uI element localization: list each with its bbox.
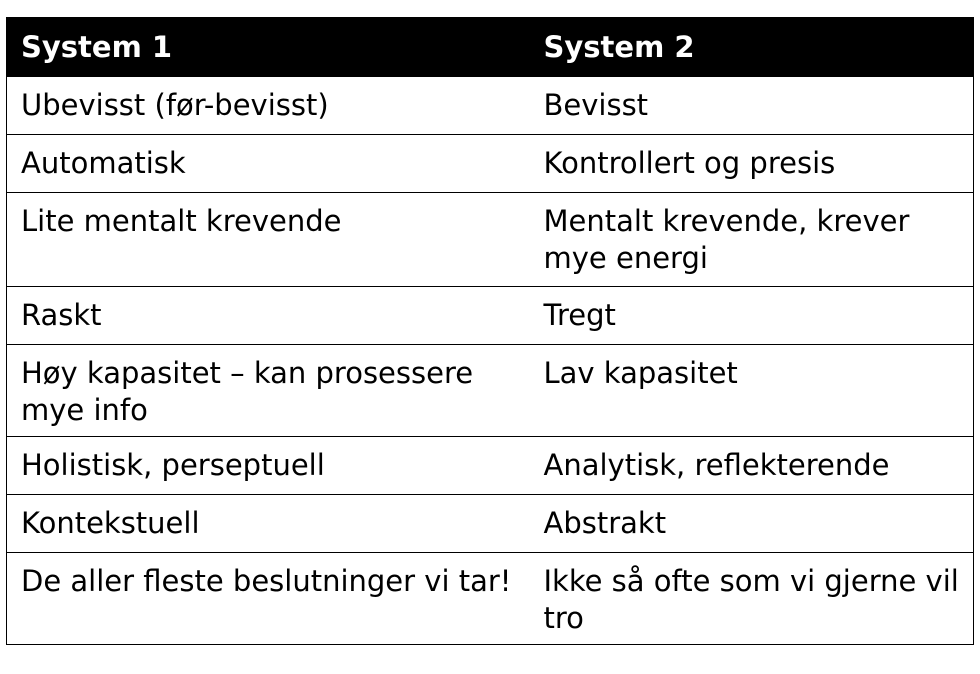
table-row — [7, 135, 974, 193]
system-2-cell: Mentalt krevende, krever mye energi — [530, 193, 974, 287]
system-1-cell: Automatisk — [7, 135, 530, 193]
system-2-cell: Ikke så ofte som vi gjerne vil tro — [530, 553, 974, 645]
table-row — [7, 345, 974, 437]
system-1-cell: De aller fleste beslutninger vi tar! — [7, 553, 530, 645]
header-row — [7, 18, 974, 77]
column-header-system-1: System 1 — [7, 18, 530, 77]
system-2-cell: Tregt — [530, 287, 974, 345]
system-2-cell: Lav kapasitet — [530, 345, 974, 437]
comparison-table — [6, 17, 974, 645]
table-body — [7, 77, 974, 645]
system-2-cell: Analytisk, reflekterende — [530, 437, 974, 495]
system-1-cell: Høy kapasitet – kan prosessere mye info — [7, 345, 530, 437]
table-row — [7, 437, 974, 495]
table-row — [7, 495, 974, 553]
system-1-cell: Lite mentalt krevende — [7, 193, 530, 287]
system-2-cell: Bevisst — [530, 77, 974, 135]
table-row — [7, 193, 974, 287]
system-2-cell: Abstrakt — [530, 495, 974, 553]
table-header — [7, 18, 974, 77]
system-1-cell: Ubevisst (før-bevisst) — [7, 77, 530, 135]
table-row — [7, 553, 974, 645]
system-1-cell: Raskt — [7, 287, 530, 345]
table-row — [7, 287, 974, 345]
table-row — [7, 77, 974, 135]
system-1-cell: Holistisk, perseptuell — [7, 437, 530, 495]
column-header-system-2: System 2 — [530, 18, 974, 77]
system-2-cell: Kontrollert og presis — [530, 135, 974, 193]
system-1-cell: Kontekstuell — [7, 495, 530, 553]
